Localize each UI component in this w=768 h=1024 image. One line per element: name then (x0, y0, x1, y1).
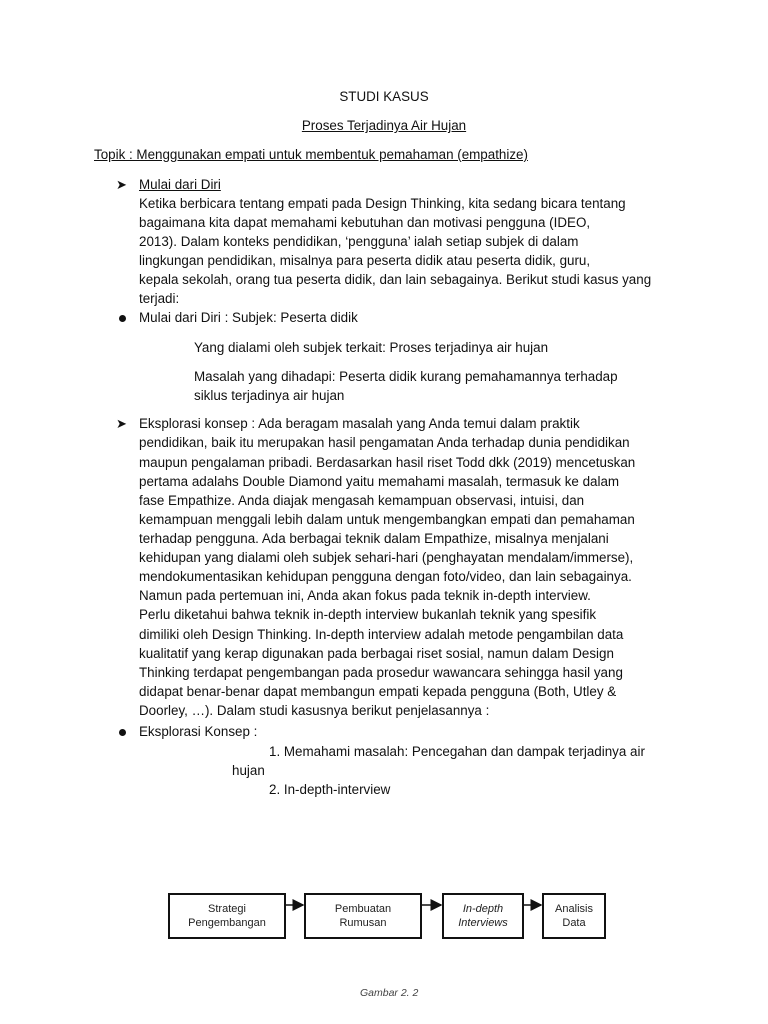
arrow-bullet-icon: ➤ (116, 416, 127, 431)
bullet1-text: Mulai dari Diri : Subjek: Peserta didik (139, 310, 358, 325)
flowchart-box-label: Analisis (555, 903, 593, 915)
arrow-bullet-icon: ➤ (116, 177, 127, 192)
section2-line: pendidikan, baik itu merupakan hasil pengamatan Anda terhadap dunia pendidikan (139, 435, 630, 450)
section2-line: didapat benar-benar dapat membangun empati kepada pengguna (Both, Utley & (139, 684, 617, 699)
section2-line: dimiliki oleh Design Thinking. In-depth interview adalah metode pengambilan data (139, 627, 624, 642)
section2-line: pertama adalahs Double Diamond yaitu memahami masalah, termasuk ke dalam (139, 474, 620, 489)
section1-heading: Mulai dari Diri (139, 177, 221, 192)
section2-line: kualitatif yang kerap digunakan pada berbagai riset sosial, namun dalam Design (139, 646, 614, 661)
bullet1-detail: Yang dialami oleh subjek terkait: Proses terjadinya air hujan (194, 340, 549, 355)
bullet2-text: Eksplorasi Konsep : (139, 724, 258, 739)
section2-line: fase Empathize. Anda diajak mengasah kemampuan observasi, intuisi, dan (139, 493, 585, 508)
flowchart-box-label: Pengembangan (188, 917, 266, 929)
section2-line: mendokumentasikan kehidupan pengguna dengan foto/video, dan lain sebagainya. (139, 569, 632, 584)
section2-line: maupun pengalaman pribadi. Berdasarkan hasil riset Todd dkk (2019) mencetuskan (139, 455, 636, 470)
section2-line: Thinking terdapat pengembangan pada prosedur wawancara sehingga hasil yang (139, 665, 623, 680)
subtitle-text: Proses Terjadinya Air Hujan (301, 118, 467, 133)
flowchart-box-label: Strategi (208, 903, 246, 915)
bullet1-detail: Masalah yang dihadapi: Peserta didik kurang pemahamannya terhadap (194, 369, 618, 384)
document-title: STUDI KASUS (339, 89, 429, 104)
flowchart-box-label: In-depth (462, 903, 504, 915)
section2-line: Doorley, …). Dalam studi kasusnya berikut penjelasannya : (139, 703, 490, 718)
bullet2-item: 2. In-depth-interview (269, 782, 391, 797)
figure-caption: Gambar 2. 2 (360, 987, 419, 999)
section2-line: kehidupan yang dialami oleh subjek sehari-hari (penghayatan mendalam/immerse), (139, 550, 634, 565)
section2-line: Eksplorasi konsep : Ada beragam masalah yang Anda temui dalam praktik (139, 416, 580, 431)
flowchart-box-label: Rumusan (339, 917, 387, 929)
section2-line: Namun pada pertemuan ini, Anda akan fokus pada teknik in-depth interview. (139, 588, 591, 603)
section1-line: terjadi: (139, 291, 180, 306)
flowchart-box-label: Data (562, 917, 586, 929)
section1-line: Ketika berbicara tentang empati pada Design Thinking, kita sedang bicara tentang (139, 196, 626, 211)
bullet1-detail: siklus terjadinya air hujan (194, 388, 345, 403)
bullet2-item: 1. Memahami masalah: Pencegahan dan dampak terjadinya air (269, 744, 645, 759)
topic-line: Topik : Menggunakan empati untuk membentuk pemahaman (empathize) (94, 147, 528, 162)
section1-line: lingkungan pendidikan, misalnya para peserta didik atau peserta didik, guru, (139, 253, 591, 268)
section2-line: kemampuan menggali lebih dalam untuk mengembangkan empati dan pemahaman (139, 512, 635, 527)
section2-line: terhadap pengguna. Ada berbagai teknik dalam Empathize, misalnya menjalani (139, 531, 609, 546)
flowchart-box-label: Pembuatan (334, 903, 392, 915)
section1-line: 2013). Dalam konteks pendidikan, ‘pengguna’ ialah setiap subjek di dalam (139, 234, 579, 249)
section1-line: bagaimana kita dapat memahami kebutuhan dan motivasi pengguna (IDEO, (139, 215, 591, 230)
bullet2-item: hujan (232, 763, 265, 778)
section1-line: kepala sekolah, orang tua peserta didik, dan lain sebagainya. Berikut studi kasus yang (139, 272, 652, 287)
flowchart-box-label: Interviews (458, 917, 508, 929)
section2-line: Perlu diketahui bahwa teknik in-depth interview bukanlah teknik yang spesifik (139, 607, 597, 622)
